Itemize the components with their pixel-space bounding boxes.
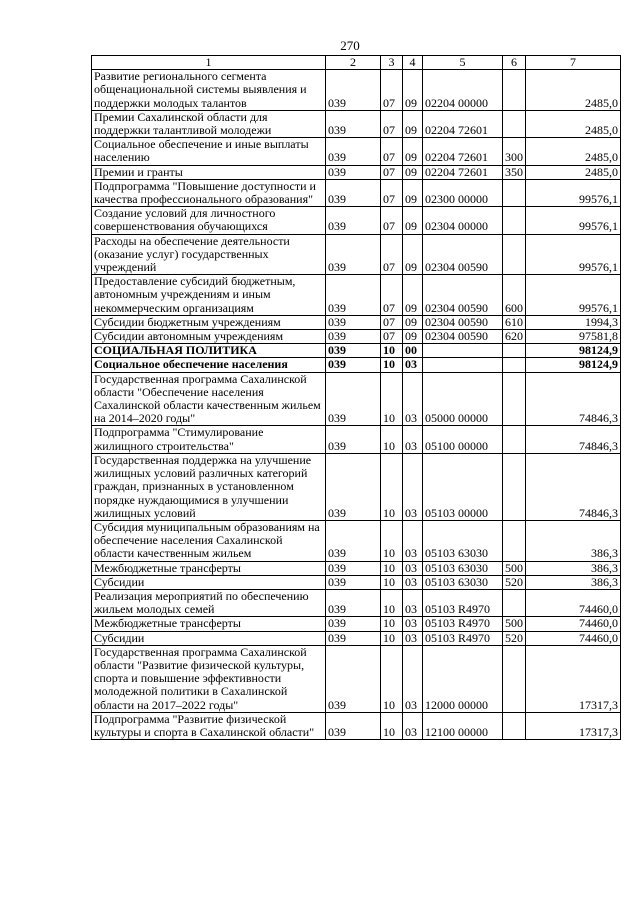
row-subsection-code: 09 — [403, 275, 423, 316]
row-subsection-code: 03 — [403, 561, 423, 575]
row-ministry-code: 039 — [326, 575, 381, 589]
row-ministry-code: 039 — [326, 645, 381, 712]
row-ministry-code: 039 — [326, 344, 381, 358]
row-ministry-code: 039 — [326, 315, 381, 329]
row-ministry-code: 039 — [326, 520, 381, 561]
row-name: Подпрограмма "Развитие физической культуры и спорта в Сахалинской области" — [92, 712, 326, 739]
row-target-code: 02304 00590 — [423, 330, 503, 344]
row-name: Подпрограмма "Стимулирование жилищного строительства" — [92, 426, 326, 453]
row-section-code: 07 — [381, 110, 403, 137]
row-subsection-code: 03 — [403, 372, 423, 426]
row-name: Подпрограмма "Повышение доступности и качества профессионального образования" — [92, 179, 326, 206]
row-amount: 98124,9 — [526, 344, 621, 358]
row-amount: 74846,3 — [526, 372, 621, 426]
row-name: Создание условий для личностного совершенствования обучающихся — [92, 207, 326, 234]
row-subsection-code: 03 — [403, 358, 423, 372]
row-expense-type-code: 350 — [503, 165, 526, 179]
table-row — [92, 165, 621, 179]
row-section-code: 07 — [381, 138, 403, 165]
row-section-code: 10 — [381, 453, 403, 520]
row-subsection-code: 09 — [403, 110, 423, 137]
table-row — [92, 344, 621, 358]
row-expense-type-code — [503, 426, 526, 453]
row-section-code: 10 — [381, 358, 403, 372]
row-name: Межбюджетные трансферты — [92, 561, 326, 575]
row-subsection-code: 00 — [403, 344, 423, 358]
row-target-code: 02304 00590 — [423, 315, 503, 329]
row-target-code: 02304 00000 — [423, 207, 503, 234]
row-target-code: 02304 00590 — [423, 234, 503, 275]
row-name: Межбюджетные трансферты — [92, 617, 326, 631]
row-section-code: 07 — [381, 315, 403, 329]
row-target-code: 02204 72601 — [423, 110, 503, 137]
row-section-code: 07 — [381, 179, 403, 206]
row-section-code: 07 — [381, 275, 403, 316]
table-row — [92, 372, 621, 426]
row-name: Реализация мероприятий по обеспечению жильем молодых семей — [92, 589, 326, 616]
row-expense-type-code: 600 — [503, 275, 526, 316]
row-ministry-code: 039 — [326, 589, 381, 616]
row-amount: 2485,0 — [526, 70, 621, 111]
row-target-code: 05103 R4970 — [423, 631, 503, 645]
row-amount: 74460,0 — [526, 631, 621, 645]
row-name: Субсидии автономным учреждениям — [92, 330, 326, 344]
row-expense-type-code — [503, 372, 526, 426]
row-section-code: 07 — [381, 330, 403, 344]
row-ministry-code: 039 — [326, 207, 381, 234]
budget-table — [91, 55, 621, 740]
table-row — [92, 70, 621, 111]
table-row — [92, 453, 621, 520]
row-expense-type-code — [503, 645, 526, 712]
row-target-code: 05103 63030 — [423, 520, 503, 561]
row-amount: 98124,9 — [526, 358, 621, 372]
col-header-3: 3 — [381, 56, 403, 70]
table-row — [92, 575, 621, 589]
row-amount: 99576,1 — [526, 179, 621, 206]
row-section-code: 10 — [381, 372, 403, 426]
table-row — [92, 207, 621, 234]
row-ministry-code: 039 — [326, 275, 381, 316]
row-subsection-code: 03 — [403, 712, 423, 739]
row-section-code: 10 — [381, 520, 403, 561]
row-ministry-code: 039 — [326, 179, 381, 206]
row-subsection-code: 09 — [403, 234, 423, 275]
row-amount: 17317,3 — [526, 712, 621, 739]
row-amount: 386,3 — [526, 575, 621, 589]
row-name: Субсидии бюджетным учреждениям — [92, 315, 326, 329]
row-section-code: 10 — [381, 575, 403, 589]
table-row — [92, 645, 621, 712]
row-ministry-code: 039 — [326, 712, 381, 739]
row-amount: 74460,0 — [526, 617, 621, 631]
row-target-code: 02204 72601 — [423, 138, 503, 165]
row-target-code: 05100 00000 — [423, 426, 503, 453]
table-row — [92, 712, 621, 739]
table-row — [92, 520, 621, 561]
row-subsection-code: 09 — [403, 179, 423, 206]
row-amount: 74460,0 — [526, 589, 621, 616]
row-ministry-code: 039 — [326, 110, 381, 137]
row-section-code: 10 — [381, 645, 403, 712]
row-ministry-code: 039 — [326, 372, 381, 426]
row-subsection-code: 09 — [403, 315, 423, 329]
row-name: Субсидия муниципальным образованиям на обеспечение населения Сахалинской области качественным жильем — [92, 520, 326, 561]
row-target-code: 12100 00000 — [423, 712, 503, 739]
row-name: Социальное обеспечение населения — [92, 358, 326, 372]
row-target-code: 02304 00590 — [423, 275, 503, 316]
row-expense-type-code: 520 — [503, 575, 526, 589]
row-name: Развитие регионального сегмента общенациональной системы выявления и поддержки молодых талантов — [92, 70, 326, 111]
row-name: Субсидии — [92, 575, 326, 589]
row-expense-type-code: 620 — [503, 330, 526, 344]
row-name: Премии Сахалинской области для поддержки талантливой молодежи — [92, 110, 326, 137]
row-expense-type-code: 500 — [503, 561, 526, 575]
row-name: Государственная программа Сахалинской области "Развитие физической культуры, спорта и повышение эффективности молодежной политики в Сахалинской области на 2017–2022 годы" — [92, 645, 326, 712]
row-expense-type-code — [503, 70, 526, 111]
row-target-code: 02204 00000 — [423, 70, 503, 111]
row-section-code: 07 — [381, 234, 403, 275]
table-row — [92, 179, 621, 206]
row-expense-type-code — [503, 453, 526, 520]
row-ministry-code: 039 — [326, 631, 381, 645]
row-target-code: 05103 00000 — [423, 453, 503, 520]
row-target-code: 02300 00000 — [423, 179, 503, 206]
row-subsection-code: 03 — [403, 589, 423, 616]
row-subsection-code: 09 — [403, 165, 423, 179]
row-ministry-code: 039 — [326, 617, 381, 631]
table-row — [92, 275, 621, 316]
row-section-code: 10 — [381, 344, 403, 358]
col-header-7: 7 — [526, 56, 621, 70]
row-expense-type-code — [503, 234, 526, 275]
row-expense-type-code — [503, 110, 526, 137]
row-expense-type-code — [503, 589, 526, 616]
row-name: Социальное обеспечение и иные выплаты населению — [92, 138, 326, 165]
row-amount: 1994,3 — [526, 315, 621, 329]
row-subsection-code: 03 — [403, 575, 423, 589]
row-amount: 2485,0 — [526, 110, 621, 137]
row-expense-type-code — [503, 344, 526, 358]
row-target-code: 05103 63030 — [423, 561, 503, 575]
page-number: 270 — [340, 38, 360, 53]
row-expense-type-code: 520 — [503, 631, 526, 645]
row-ministry-code: 039 — [326, 138, 381, 165]
table-row — [92, 617, 621, 631]
row-expense-type-code: 610 — [503, 315, 526, 329]
table-row — [92, 234, 621, 275]
row-ministry-code: 039 — [326, 426, 381, 453]
row-target-code: 12000 00000 — [423, 645, 503, 712]
row-ministry-code: 039 — [326, 234, 381, 275]
row-expense-type-code: 300 — [503, 138, 526, 165]
row-subsection-code: 09 — [403, 330, 423, 344]
row-name: Премии и гранты — [92, 165, 326, 179]
row-amount: 386,3 — [526, 561, 621, 575]
row-subsection-code: 09 — [403, 207, 423, 234]
row-target-code: 02204 72601 — [423, 165, 503, 179]
row-name: Государственная поддержка на улучшение жилищных условий различных категорий граждан, признанных в установленном порядке нуждающимися в улучшении жилищных условий — [92, 453, 326, 520]
col-header-5: 5 — [423, 56, 503, 70]
row-amount: 97581,8 — [526, 330, 621, 344]
row-subsection-code: 03 — [403, 631, 423, 645]
row-section-code: 07 — [381, 165, 403, 179]
table-row — [92, 589, 621, 616]
row-subsection-code: 03 — [403, 426, 423, 453]
row-subsection-code: 09 — [403, 138, 423, 165]
row-section-code: 10 — [381, 617, 403, 631]
table-row — [92, 315, 621, 329]
row-amount: 74846,3 — [526, 426, 621, 453]
row-name: Субсидии — [92, 631, 326, 645]
row-target-code — [423, 358, 503, 372]
table-row — [92, 138, 621, 165]
row-expense-type-code — [503, 520, 526, 561]
row-amount: 99576,1 — [526, 275, 621, 316]
col-header-1: 1 — [92, 56, 326, 70]
row-section-code: 07 — [381, 70, 403, 111]
row-expense-type-code: 500 — [503, 617, 526, 631]
table-row — [92, 426, 621, 453]
row-section-code: 10 — [381, 712, 403, 739]
row-ministry-code: 039 — [326, 453, 381, 520]
col-header-2: 2 — [326, 56, 381, 70]
header-row — [92, 56, 621, 70]
row-section-code: 10 — [381, 631, 403, 645]
row-ministry-code: 039 — [326, 70, 381, 111]
row-expense-type-code — [503, 712, 526, 739]
col-header-6: 6 — [503, 56, 526, 70]
row-name: Расходы на обеспечение деятельности (оказание услуг) государственных учреждений — [92, 234, 326, 275]
row-ministry-code: 039 — [326, 561, 381, 575]
row-target-code: 05000 00000 — [423, 372, 503, 426]
table-row — [92, 110, 621, 137]
row-ministry-code: 039 — [326, 165, 381, 179]
row-subsection-code: 03 — [403, 453, 423, 520]
row-expense-type-code — [503, 179, 526, 206]
row-target-code: 05103 63030 — [423, 575, 503, 589]
col-header-4: 4 — [403, 56, 423, 70]
row-section-code: 10 — [381, 589, 403, 616]
row-ministry-code: 039 — [326, 330, 381, 344]
row-target-code: 05103 R4970 — [423, 617, 503, 631]
row-section-code: 07 — [381, 207, 403, 234]
row-name: СОЦИАЛЬНАЯ ПОЛИТИКА — [92, 344, 326, 358]
row-ministry-code: 039 — [326, 358, 381, 372]
row-target-code — [423, 344, 503, 358]
table-row — [92, 358, 621, 372]
row-amount: 386,3 — [526, 520, 621, 561]
row-section-code: 10 — [381, 426, 403, 453]
table-row — [92, 631, 621, 645]
row-expense-type-code — [503, 358, 526, 372]
row-subsection-code: 03 — [403, 645, 423, 712]
row-subsection-code: 03 — [403, 617, 423, 631]
row-name: Предоставление субсидий бюджетным, автономным учреждениям и иным некоммерческим организациям — [92, 275, 326, 316]
row-amount: 2485,0 — [526, 138, 621, 165]
row-section-code: 10 — [381, 561, 403, 575]
table-row — [92, 561, 621, 575]
row-amount: 74846,3 — [526, 453, 621, 520]
row-amount: 2485,0 — [526, 165, 621, 179]
row-amount: 99576,1 — [526, 234, 621, 275]
row-name: Государственная программа Сахалинской области "Обеспечение населения Сахалинской области качественным жильем на 2014–2020 годы" — [92, 372, 326, 426]
table-row — [92, 330, 621, 344]
row-expense-type-code — [503, 207, 526, 234]
row-amount: 99576,1 — [526, 207, 621, 234]
row-target-code: 05103 R4970 — [423, 589, 503, 616]
row-subsection-code: 03 — [403, 520, 423, 561]
row-amount: 17317,3 — [526, 645, 621, 712]
row-subsection-code: 09 — [403, 70, 423, 111]
